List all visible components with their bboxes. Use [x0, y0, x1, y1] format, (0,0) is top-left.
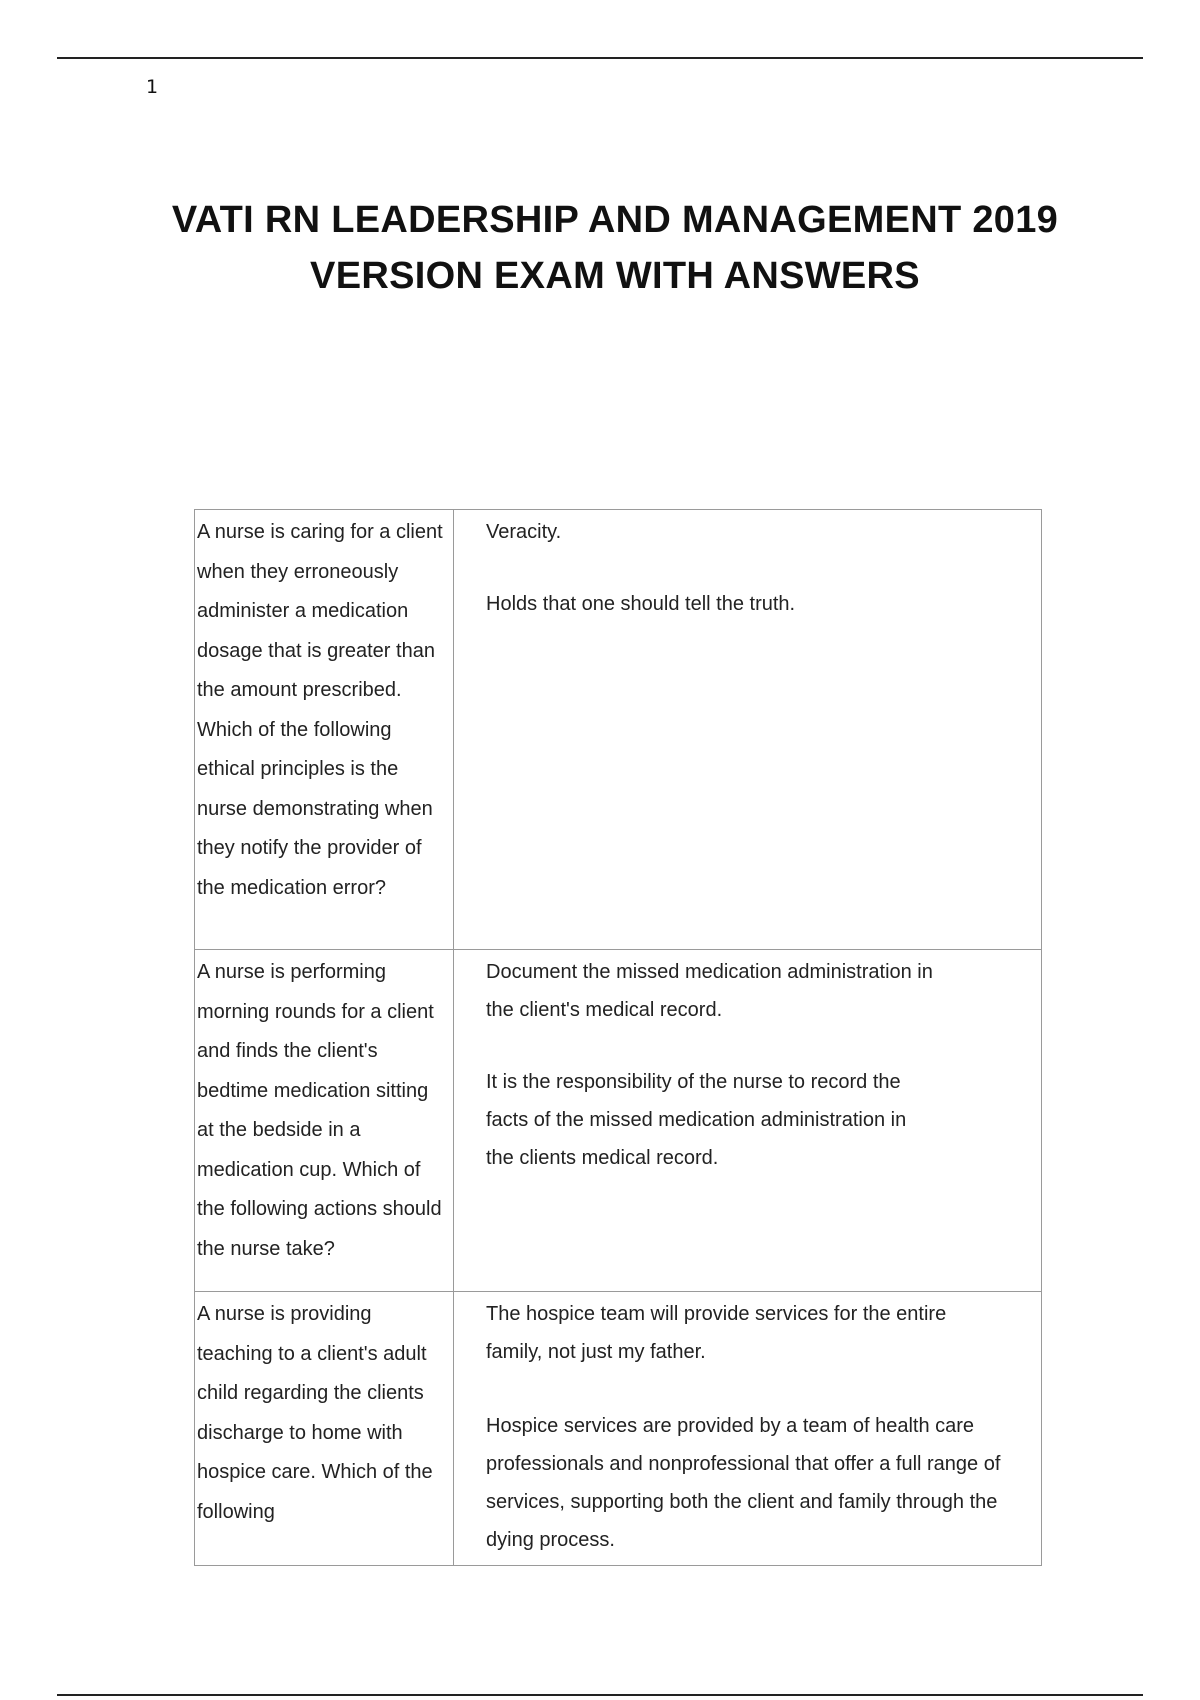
- rationale-text: It is the responsibility of the nurse to record the facts of the missed medication administration in the clients medical record.: [486, 1071, 907, 1169]
- answer-text: The hospice team will provide services for the entire family, not just my father.: [486, 1303, 947, 1363]
- question-text: A nurse is caring for a client when they erroneously administer a medication dosage that is greater than the amount prescribed. Which of the following ethical principles is the nurse demonstrating when they notify the provider of the medication error?: [197, 521, 443, 899]
- question-cell: [195, 950, 454, 1292]
- header-rule: [57, 57, 1143, 59]
- rationale-text: Hospice services are provided by a team of health care professionals and nonprofessional that offer a full range of services, supporting both the client and family through the dying process.: [486, 1415, 1001, 1551]
- title-line-2: VERSION EXAM WITH ANSWERS: [310, 255, 920, 297]
- question-text: A nurse is performing morning rounds for a client and finds the client's bedtime medication sitting at the bedside in a medication cup. Which of the following actions should the nurse take?: [197, 961, 442, 1260]
- table-row: [195, 1292, 1042, 1566]
- title-line-1: VATI RN LEADERSHIP AND MANAGEMENT 2019: [171, 199, 1059, 241]
- question-cell: [195, 1292, 454, 1566]
- table-row: [195, 950, 1042, 1292]
- document-title: [100, 192, 1130, 304]
- footer-rule: [57, 1694, 1143, 1696]
- question-cell: [195, 510, 454, 950]
- table-row: [195, 510, 1042, 950]
- rationale-text: Holds that one should tell the truth.: [486, 593, 796, 615]
- answer-cell: [454, 1292, 1042, 1566]
- page-number: 1: [146, 76, 159, 98]
- qa-table: [194, 509, 1042, 1566]
- answer-cell: [454, 510, 1042, 950]
- question-text: A nurse is providing teaching to a client's adult child regarding the clients discharge to home with hospice care. Which of the following: [197, 1303, 433, 1523]
- answer-text: Veracity.: [486, 521, 562, 543]
- answer-cell: [454, 950, 1042, 1292]
- answer-text: Document the missed medication administration in the client's medical record.: [486, 961, 933, 1021]
